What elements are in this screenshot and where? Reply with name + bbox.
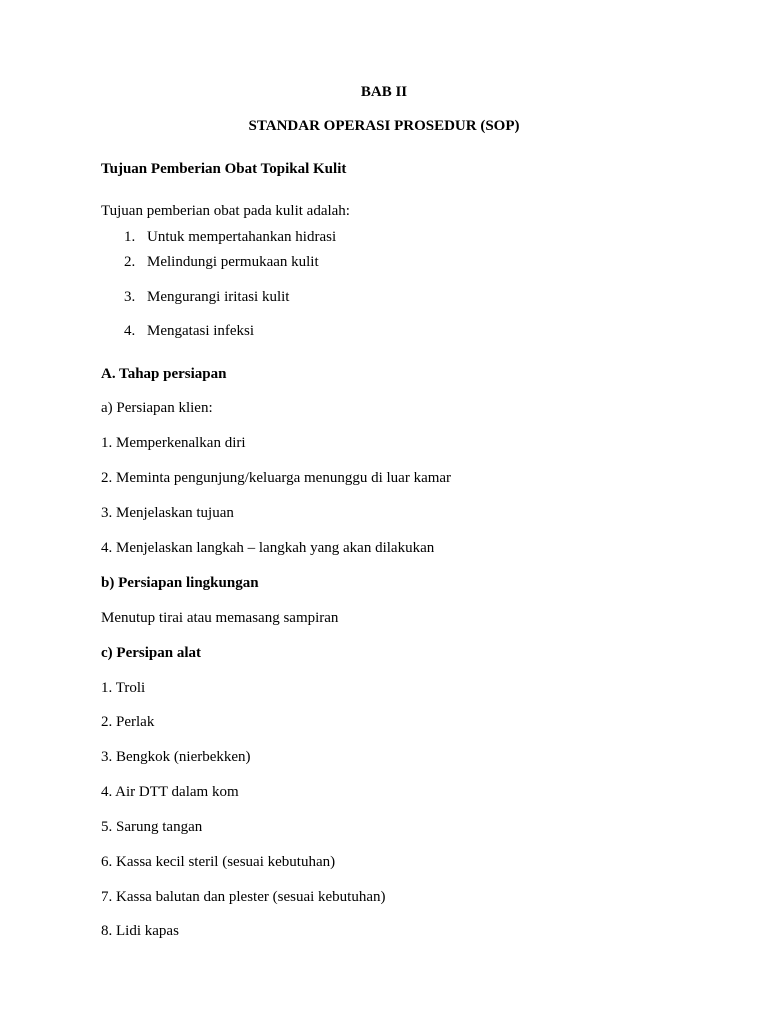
client-prep-item: 3. Menjelaskan tujuan — [101, 505, 234, 521]
tools-item: 3. Bengkok (nierbekken) — [101, 749, 251, 765]
list-item: Untuk mempertahankan hidrasi — [147, 229, 337, 245]
chapter-label: BAB II — [360, 84, 408, 100]
purpose-intro: Tujuan pemberian obat pada kulit adalah: — [101, 203, 350, 219]
list-item: Mengurangi iritasi kulit — [147, 289, 290, 305]
list-item-number: 2. — [124, 254, 136, 270]
list-item: Melindungi permukaan kulit — [147, 254, 319, 270]
list-item-number: 1. — [124, 229, 136, 245]
section-a-heading: A. Tahap persiapan — [101, 366, 227, 382]
purpose-heading: Tujuan Pemberian Obat Topikal Kulit — [101, 161, 347, 177]
tools-prep-label: c) Persipan alat — [101, 645, 201, 661]
client-prep-item: 1. Memperkenalkan diri — [101, 435, 246, 451]
list-item-number: 3. — [124, 289, 136, 305]
tools-item: 6. Kassa kecil steril (sesuai kebutuhan) — [101, 854, 336, 870]
client-prep-label: a) Persiapan klien: — [101, 400, 213, 416]
tools-item: 4. Air DTT dalam kom — [101, 784, 239, 800]
tools-item: 1. Troli — [101, 680, 146, 696]
client-prep-item: 2. Meminta pengunjung/keluarga menunggu di luar kamar — [101, 470, 452, 486]
environment-prep-label: b) Persiapan lingkungan — [101, 575, 259, 591]
document-title: STANDAR OPERASI PROSEDUR (SOP) — [248, 118, 520, 134]
tools-item: 8. Lidi kapas — [101, 923, 179, 939]
tools-item: 7. Kassa balutan dan plester (sesuai kebutuhan) — [101, 889, 386, 905]
list-item-number: 4. — [124, 323, 136, 339]
tools-item: 2. Perlak — [101, 714, 155, 730]
environment-prep-text: Menutup tirai atau memasang sampiran — [101, 610, 339, 626]
tools-item: 5. Sarung tangan — [101, 819, 203, 835]
list-item: Mengatasi infeksi — [147, 323, 255, 339]
client-prep-item: 4. Menjelaskan langkah – langkah yang akan dilakukan — [101, 540, 435, 556]
